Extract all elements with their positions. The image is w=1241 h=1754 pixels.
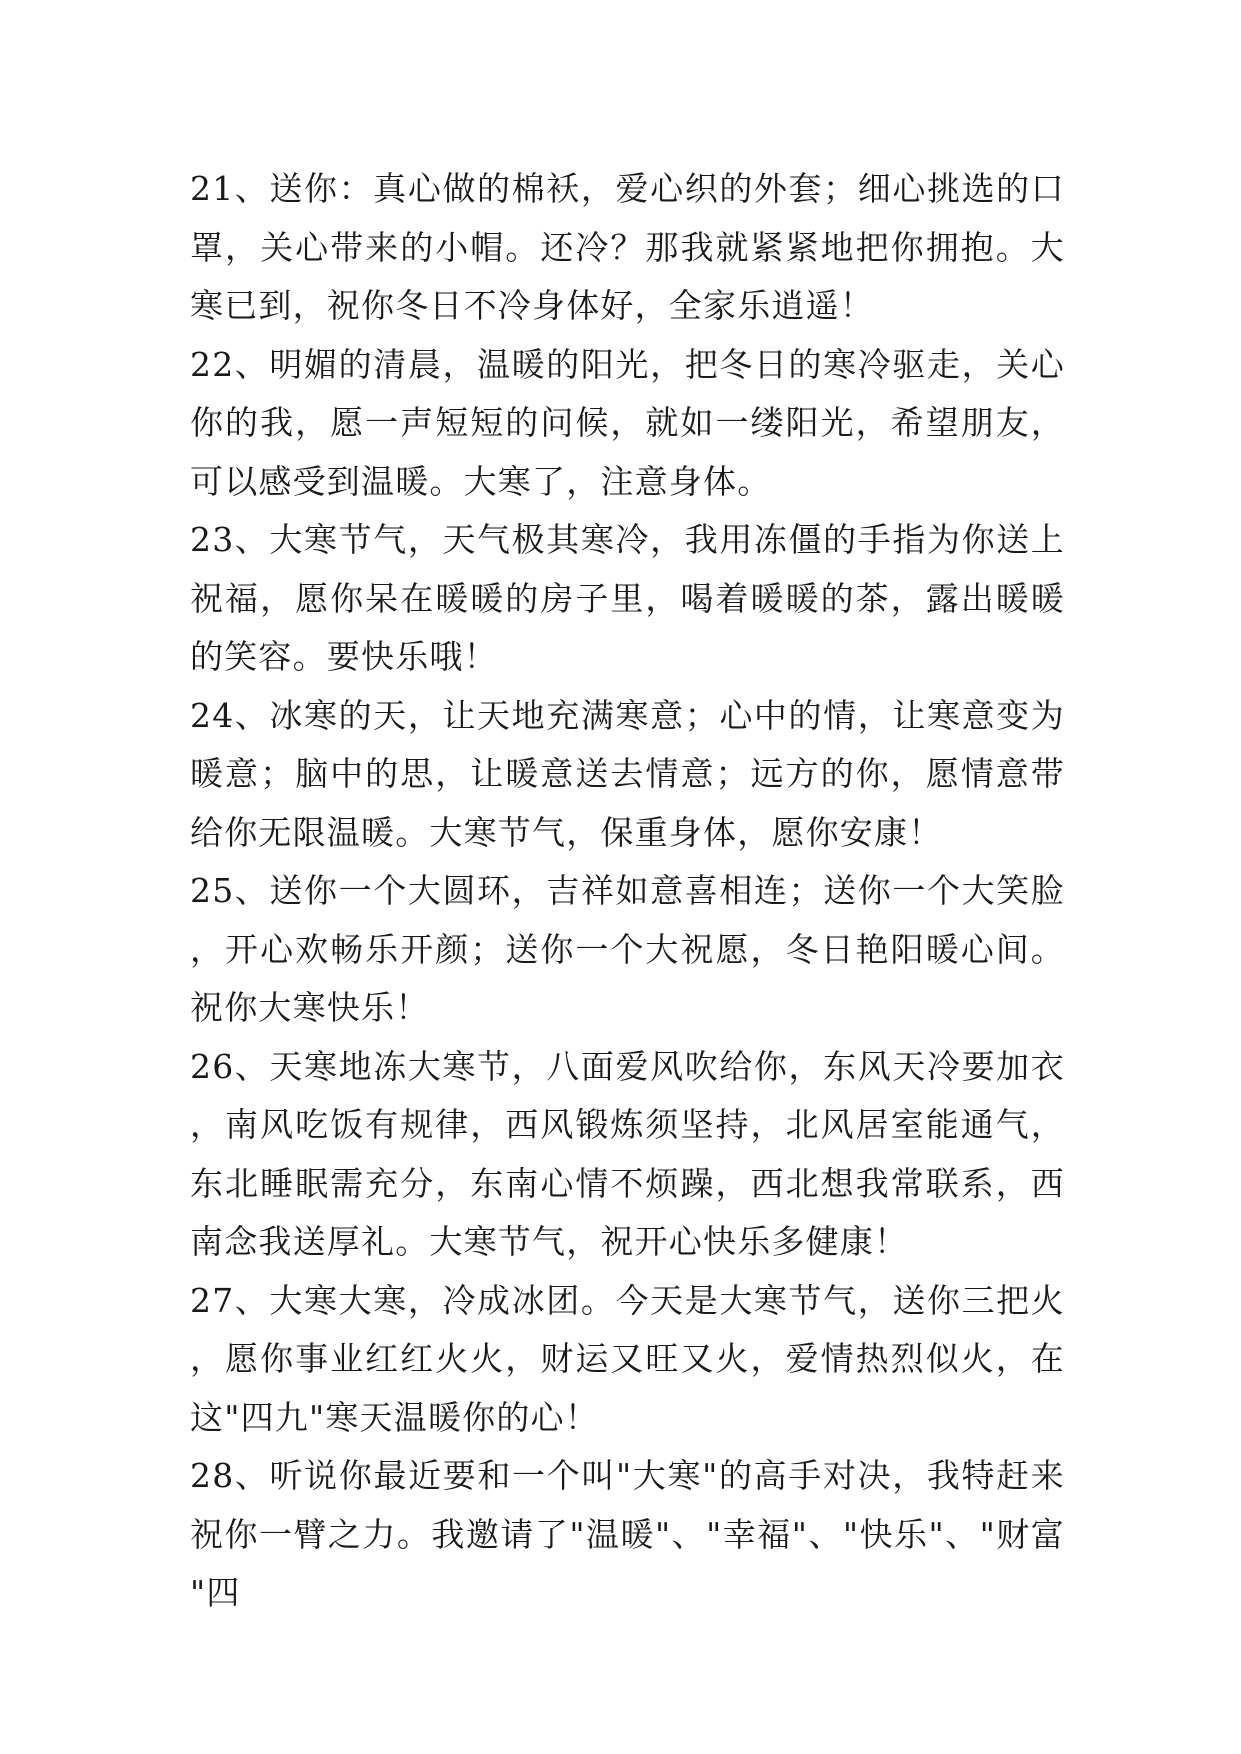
paragraph-28: 28、听说你最近要和一个叫"大寒"的高手对决，我特赶来祝你一臂之力。我邀请了"温暖"、"幸福"、"快乐"、"财富"四 xyxy=(190,1456,1065,1612)
document-body xyxy=(190,160,1065,1623)
paragraph-24: 24、冰寒的天，让天地充满寒意；心中的情，让寒意变为暖意；脑中的思，让暖意送去情意；远方的你，愿情意带给你无限温暖。大寒节气，保重身体，愿你安康！ xyxy=(190,695,1065,852)
paragraph-23: 23、大寒节气，天气极其寒冷，我用冻僵的手指为你送上祝福，愿你呆在暖暖的房子里，喝着暖暖的茶，露出暖暖的笑容。要快乐哦！ xyxy=(190,520,1065,676)
paragraph-27: 27、大寒大寒，冷成冰团。今天是大寒节气，送你三把火，愿你事业红红火火，财运又旺又火，爱情热烈似火，在这"四九"寒天温暖你的心！ xyxy=(190,1280,1065,1437)
paragraph-21: 21、送你：真心做的棉袄，爱心织的外套；细心挑选的口罩，关心带来的小帽。还冷？那我就紧紧地把你拥抱。大寒已到，祝你冬日不冷身体好，全家乐逍遥！ xyxy=(190,169,1065,325)
paragraph-26: 26、天寒地冻大寒节，八面爱风吹给你，东风天冷要加衣，南风吃饭有规律，西风锻炼须坚持，北风居室能通气，东北睡眠需充分，东南心情不烦躁，西北想我常联系，西南念我送厚礼。大寒节气，祝开心快乐多健康！ xyxy=(190,1046,1065,1261)
paragraph-22: 22、明媚的清晨，温暖的阳光，把冬日的寒冷驱走，关心你的我，愿一声短短的问候，就如一缕阳光，希望朋友，可以感受到温暖。大寒了，注意身体。 xyxy=(190,344,1065,501)
paragraph-25: 25、送你一个大圆环，吉祥如意喜相连；送你一个大笑脸，开心欢畅乐开颜；送你一个大祝愿，冬日艳阳暖心间。祝你大寒快乐！ xyxy=(190,871,1065,1027)
